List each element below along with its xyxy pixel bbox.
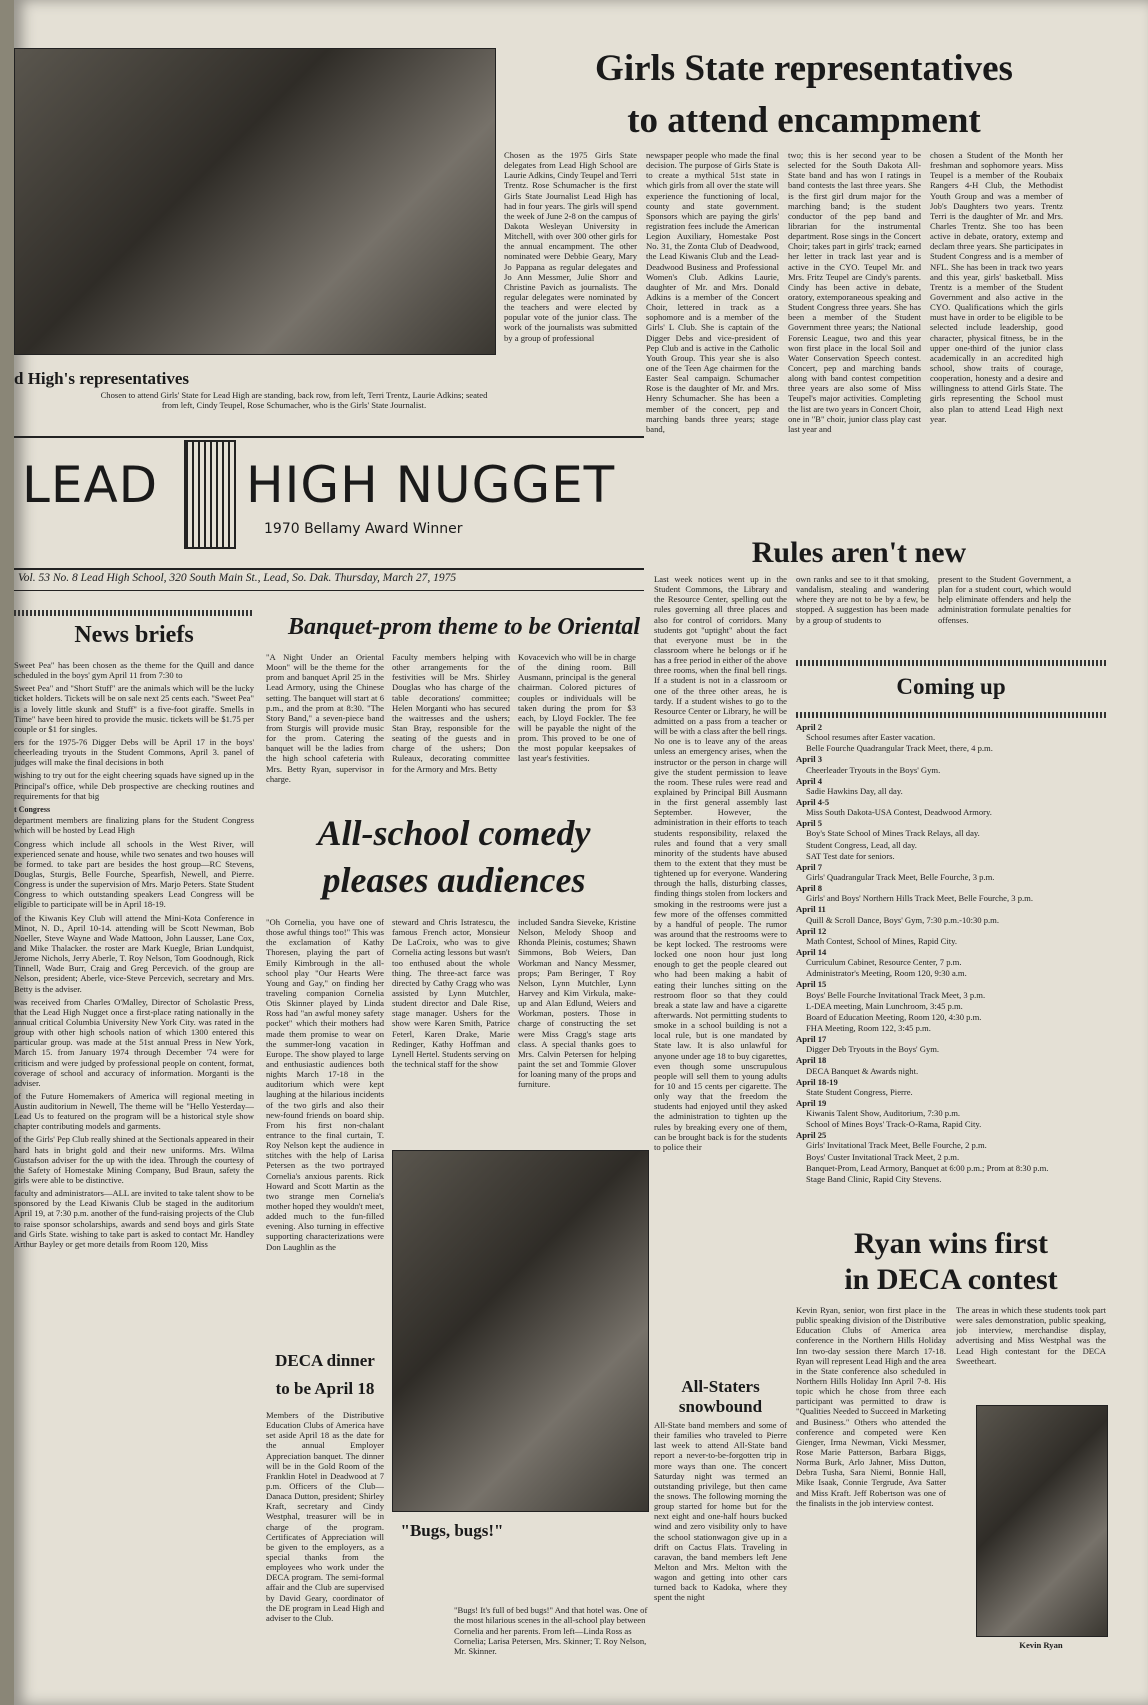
coming-up-event: Girls' Quadrangular Track Meet, Belle Fourche, 3 p.m. bbox=[806, 871, 995, 882]
comedy-col-1: "Oh Cornelia, you have one of those awful things too!" This was the exclamation of Kathy Thoresen, playing the part of Emily Kimbrough in the all-school play "Our Hearts Were Young and Gay," on finding her traveling companion Cornelia Otis Skinner played by Linda Ross had "an awful money safety pocket" which their mothers had made them promise to wear on the summer-long vacation in Europe. The show played to large and enthusiastic audiences both nights March 17-18 in the auditorium which were kept laughing at the hilarious incidents of the two girls and also their new-found friends on board ship. From his first non-chalant entrance to the final curtain, T. Roy Nelson kept the audience in stitches with the help of Larisa Petersen as the two portrayed Cornelia's anxious parents. Rick Howard and Scott Martin as the two strange men Cornelia's mother hoped they wouldn't meet, added much to the fun-filled evening. Also turning in effective supporting characterizations were Don Laughlin as the bbox=[266, 917, 384, 1252]
allstaters-headline-2: snowbound bbox=[678, 1397, 763, 1416]
comedy-headline-2: pleases audiences bbox=[322, 860, 586, 900]
brief-item: Sweet Pea" has been chosen as the theme for the Quill and dance scheduled in the boys' gym April 11 from 7:30 to bbox=[14, 660, 254, 681]
girls-state-headline-2: to attend encampment bbox=[627, 100, 981, 141]
allstaters-text: All-State band members and some of their families who traveled to Pierre last week to attend All-State band report a never-to-be-forgotten trip in more ways than one. The concert Saturday night was termed an outstanding privilege, but then came the snows. The following morning the group started for home but for the next eight and one-half hours bucked wind and zero visibility only to have the school stationwagon give up in a drift on Cactus Flats. Traveling in caravan, the band members left Jene Melton and Mrs. Melton with the wagon and getting into other cars turned back to Kadoka, where they spent the night bbox=[654, 1420, 787, 1603]
bugs-title: "Bugs, bugs!" bbox=[400, 1521, 504, 1540]
bugs-caption: "Bugs! It's full of bed bugs!" And that hotel was. One of the most hilarious scenes in the all-school play between Cornelia and her parents. From left—Linda Ross as Cornelia; Larisa Petersen, Mrs. Skinner; T. Roy Nelson, Mr. Skinner. bbox=[454, 1605, 648, 1657]
coming-up-event: Girls' Invitational Track Meet, Belle Fourche, 2 p.m. bbox=[806, 1140, 987, 1151]
kevin-ryan-photo bbox=[976, 1405, 1108, 1637]
coming-up-event: School of Mines Boys' Track-O-Rama, Rapid City. bbox=[806, 1119, 982, 1130]
coming-up-date: April 19 bbox=[796, 1097, 827, 1108]
news-briefs-title: News briefs bbox=[74, 622, 194, 648]
coming-up-event: DECA Banquet & Awards night. bbox=[806, 1065, 919, 1076]
coming-up-event: Math Contest, School of Mines, Rapid City. bbox=[806, 935, 958, 946]
deca-win-headline-2: in DECA contest bbox=[844, 1263, 1058, 1296]
coming-up-event: Digger Deb Tryouts in the Boys' Gym. bbox=[806, 1044, 940, 1055]
coming-up-title: Coming up bbox=[896, 674, 1006, 699]
coming-up-event: Banquet-Prom, Lead Armory, Banquet at 6:00 p.m.; Prom at 8:30 p.m. bbox=[806, 1162, 1049, 1173]
coming-up-event: Quill & Scroll Dance, Boys' Gym, 7:30 p.m.-10:30 p.m. bbox=[806, 914, 999, 925]
brief-item: Sweet Pea" and "Short Stuff" are the animals which will be the lucky ticket holders. Tickets will be on sale next 25 cents each. "Sweet Pea" is a lovely little skunk and Stuff" is a five-foot giraffe. Smells in Time" have been hired to provide the music. tickets will be $1.75 per couple or $1 for singles. bbox=[14, 683, 254, 734]
coming-up-event: Cheerleader Tryouts in the Boys' Gym. bbox=[806, 764, 941, 775]
brief-item: of the Girls' Pep Club really shined at the Sectionals appeared in their hard hats in bright gold and their new uniforms. Mrs. Wilma Gustafson adviser for the up with the idea. Through the courtesy of the Safety of Homestake Mining Company, Bud Braun, safety the girls were able to be distinctive. bbox=[14, 1134, 254, 1186]
masthead-award: 1970 Bellamy Award Winner bbox=[264, 521, 463, 537]
masthead-rule-mid bbox=[14, 568, 644, 570]
coming-up-event: Administrator's Meeting, Room 120, 9:30 a.m. bbox=[806, 968, 967, 979]
coming-up-list bbox=[796, 722, 1106, 1212]
coming-up-date: April 18 bbox=[796, 1055, 827, 1066]
brief-item: ers for the 1975-76 Digger Debs will be April 17 in the boys' cheerleading tryouts in the Student Commons, April 3. panel of judges will make the final decisions in both bbox=[14, 736, 254, 768]
deca-dinner-headline-1: DECA dinner bbox=[275, 1351, 375, 1370]
coming-up-date: April 12 bbox=[796, 925, 827, 936]
allstaters-headline-1: All-Staters bbox=[681, 1377, 760, 1396]
girls-state-col-2: newspaper people who made the final decision. The purpose of Girls State is to create a mythical 51st state in which girls from all over the state will experience the functioning of local, county and state government. Sponsors which are paying the girls' registration fees include the American Legion Auxiliary, Homestake Post No. 31, the Zonta Club of Deadwood, the Lead Kiwanis Club and the Lead-Deadwood Business and Professional Women's Club. Adkins Laurie, daughter of Mr. and Mrs. Donald Adkins is a member of the Concert Choir, lettered in track as a sophomore and is a member of the Girls' L Club. She is captain of the Digger Debs and vice-president of Pep Club and is active in the Catholic Youth Group. This year she is also one of the Teen Age chairmen for the Easter Seal campaign. Schumacher Rose is the daughter of Mr. and Mrs. Henry Schumacher. She has been a member of the concert, pep and marching bands three years; stage band, bbox=[646, 150, 779, 434]
photo-title: d High's representatives bbox=[14, 369, 190, 388]
coming-up-date: April 25 bbox=[796, 1130, 827, 1141]
coming-up-event: FHA Meeting, Room 122, 3:45 p.m. bbox=[806, 1022, 931, 1033]
coming-up-rule-bottom bbox=[796, 712, 1106, 718]
kevin-ryan-caption: Kevin Ryan bbox=[1019, 1640, 1063, 1650]
coming-up-date: April 4-5 bbox=[796, 796, 830, 807]
coming-up-event: Boy's State School of Mines Track Relays, all day. bbox=[806, 828, 980, 839]
brief-item: Congress which include all schools in the West River, will experienced senate and house, while two senates and two houses will be formed. to take part are besides the host group—RC Stevens, Douglas, Sturgis, Belle Fourche, Spearfish, Newell, and Pierre. Congress is under the supervision of Mrs. Marjo Peters. State Student Congress to which outstanding speakers Lead Congress will be eligible to participate will be in April 18-19. bbox=[14, 838, 254, 910]
rules-col-1: Last week notices went up in the Student Commons, the Library and the Resource Center, spelling out the rules governing all three places and also for control of corridors. Many students got "uptight" about the fact that everyone must be in the classroom where he belongs or if he has a free period in either of the above three rooms, when the final bell rings. If a student is not in a classroom or one of the three other areas, he is tardy. If a student wishes to go to the Resource Center or Library, he will be admitted on a pass from a teacher or will be with a class after the bell rings. No one is to leave any of the areas unless an emergency arises, when the instructor or the person in charge will give the student permission to leave the room. These rules were read and explained by Principal Bill Ausmann in the first general assembly last September. However, the administration in their efforts to teach students responsibility, relaxed the rules and found that a very small minority of the students have abused them to the extent that they must be tightened up for everyone. Wandering through the halls, disturbing classes, finding things stolen from lockers and smoking in the restrooms were just a few more of the offenses committed by a handful of people. The rumor was around that the restrooms were to be kept locked. The restrooms were locked one noon hour just long enough to get the people cleared out who had been making a habit of eating their lunches sitting on the restroom floor so that they could break a state law and have a cigarette afterwards. Not permitting students to smoke in a school building is not a local rule, but is one mandated by State law. It is also unlawful for anyone under age 18 to buy cigarettes, even though some unscrupulous people will sell them to young adults for 10 and 15 cents per cigarette. The only way that the freedom the students had enjoyed until they asked the administration to tighten up the rules by breaking every one of them, can be brought back is for the students to police their bbox=[654, 574, 787, 1152]
coming-up-rule-top bbox=[796, 660, 1106, 666]
brief-item: faculty and administrators—ALL are invited to take talent show to be sponsored by the Lead Kiwanis Club be staged in the auditorium April 19, at 7:30 p.m. another of the fund-raising projects of the Club to raise sponsor scholarships, awards and send boys and girls State and Girls State. wishing to take part is asked to contact Mr. Handley Arthur Bayley or get more details from Room 120, Miss bbox=[14, 1188, 254, 1249]
rules-headline: Rules aren't new bbox=[751, 536, 967, 569]
masthead-rule-top bbox=[14, 436, 644, 438]
brief-item: wishing to try out for the eight cheering squads have signed up in the Principal's office, while Deb prospective are checking routines and requirements for that big bbox=[14, 770, 254, 801]
coming-up-date: April 14 bbox=[796, 946, 827, 957]
dateline: Vol. 53 No. 8 Lead High School, 320 South Main St., Lead, So. Dak. Thursday, March 27, 1975 bbox=[18, 572, 457, 584]
coming-up-event: Student Congress, Lead, all day. bbox=[806, 839, 917, 850]
coming-up-date: April 7 bbox=[796, 861, 823, 872]
coming-up-date: April 3 bbox=[796, 754, 823, 765]
coming-up-date: April 18-19 bbox=[796, 1076, 838, 1087]
coming-up-event: School resumes after Easter vacation. bbox=[806, 732, 936, 743]
girls-state-col-4: chosen a Student of the Month her freshman and sophomore years. Miss Teupel is a member of the Roubaix Rangers 4-H Club, the Methodist Youth Group and was a member of Job's Daughters two years. Trentz Terri is the daughter of Mr. and Mrs. Charles Trentz. She too has been active in debate, oratory, extemp and declam three years. She participates in Student Congress and is a member of NFL. She has been in track two years and this year, girls' basketball. Miss Trentz is a member of the Student Government and also active in the CYO. Qualifications which the girls must have in order to be eligible to be selected include leadership, good character, physical fitness, be in the upper one-third of the junior class academically in an accredited high school, show traits of courage, cooperation, honesty and a desire and willingness to attend Girls State. The girls representing the School must also plan to attend Lead High next year. bbox=[930, 150, 1063, 424]
newspaper-page bbox=[14, 0, 1148, 1705]
coming-up-event: Stage Band Clinic, Rapid City Stevens. bbox=[806, 1173, 942, 1184]
coming-up-event: State Student Congress, Pierre. bbox=[806, 1086, 913, 1097]
coming-up-event: Board of Education Meeting, Room 120, 4:30 p.m. bbox=[806, 1011, 982, 1022]
rules-col-3: present to the Student Government, a plan for a student court, which would help eliminate offenders and help the administration formulate penalties for offenses. bbox=[938, 574, 1071, 625]
deca-win-headline-1: Ryan wins first bbox=[854, 1227, 1048, 1260]
masthead-rule-bottom bbox=[14, 590, 644, 591]
rules-col-2: own ranks and see to it that smoking, vandalism, stealing and wandering where they are not to be by a few, be stopped. A suggestion has been made by a group of students to bbox=[796, 574, 929, 625]
coming-up-date: April 11 bbox=[796, 904, 826, 915]
banquet-col-3: Kovacevich who will be in charge of the dining room. Bill Ausmann, principal is the general chairman. Colored pictures of couples or individuals will be taken during the prom for $3 each, by Lloyd Fockler. The fee will be payable the night of the prom. This proved to be one of the most popular keepsakes of last year's festivities. bbox=[518, 652, 636, 764]
comedy-col-2: steward and Chris Istratescu, the famous French actor, Monsieur De LaCroix, who was to give Cornelia acting lessons but wasn't too enthused about the whole thing. The three-act farce was directed by Cathy Cragg who was assisted by Lynn Mutchler, student director and Dale Rise, stage manager. Ushers for the show were Karen Smith, Patrice Feterl, Karen Drake, Marie Redinger, Kathy Hoffman and Lynell Hertel. Students serving on the technical staff for the show bbox=[392, 917, 510, 1069]
masthead-logo-icon bbox=[184, 440, 236, 549]
deca-win-col-1: Kevin Ryan, senior, won first place in the public speaking division of the Distributive Education Clubs of America area conference in the Northern Hills Holiday Inn two-day session there March 17-18. Ryan will represent Lead High and the area in the State conference also scheduled in Northern Hills Holiday Inn April 7-8. His topic which he chose from three each participant was permitted to draw is "Qualities Needed to Succeed in Marketing and Business." Others who attended the conference and competed were Ken Gienger, Irma Newman, Vicki Messmer, Rose Marie Patterson, Barbara Biggs, Norma Burk, Arlo Jahner, Miss Dutton, Debra Tusha, Sara Niemi, Bonnie Hall, Mike Isaak, Connie Tergrude, Ava Satter and Miss Kraft. Jeff Robertson was one of the finalists in the job interview contest. bbox=[796, 1305, 946, 1508]
briefs-rule bbox=[14, 610, 254, 616]
coming-up-event: Boys' Custer Invitational Track Meet, 2 p.m. bbox=[806, 1151, 960, 1162]
coming-up-event: Sadie Hawkins Day, all day. bbox=[806, 785, 903, 796]
girls-state-col-1: Chosen as the 1975 Girls State delegates from Lead High School are Laurie Adkins, Cindy Teupel and Terri Trentz. Rose Schumacher is the first Girls State Journalist Lead High has had in four years. The girls will spend the week of June 2-8 on the campus of Dakota Wesleyan University in Mitchell, with over 300 other girls for the annual encampment. The other nominated were Debbie Geary, Mary Jo Pappana as regular delegates and Jo Ann Messmer, Julie Shorr and Christine Pavich as journalists. The regular delegates were nominated by the teachers and were elected by popular vote of the junior class. The work of the journalists was submitted by a group of professional bbox=[504, 150, 637, 343]
coming-up-date: April 5 bbox=[796, 818, 823, 829]
masthead-name: HIGH NUGGET bbox=[246, 456, 616, 514]
comedy-col-3: included Sandra Sieveke, Kristine Nelson, Melody Shoop and Rhonda Pleinis, costumes; Shawn Simmons, Bob Weiers, Dan Workman and Nancy Messmer, props; Pam Beringer, T Roy Nelson, Lynn Mutchler, Lynn Harvey and Kim Virkula, make-up and Alan Edlund, Weiers and Workman, posters. Those in charge of constructing the set were Miss Cragg's stage arts class. A special thanks goes to Mrs. Calvin Petersen for helping paint the set and Tommie Glover for loaning many of the props and furniture. bbox=[518, 917, 636, 1090]
comedy-headline-1: All-school comedy bbox=[317, 813, 591, 853]
coming-up-event: Miss South Dakota-USA Contest, Deadwood Armory. bbox=[806, 807, 992, 818]
banquet-col-1: "A Night Under an Oriental Moon" will be the theme for the prom and banquet April 25 in the Lead Armory, using the Chinese setting. The banquet will start at 6 p.m., and the prom at 8:30. "The Story Band," a seven-piece band from Sturgis will provide music for the prom. Catering the banquet will be the ladies from the high school cafeteria with Mrs. Betty Ryan, supervisor in charge. bbox=[266, 652, 384, 784]
bugs-photo bbox=[392, 1150, 649, 1512]
coming-up-date: April 8 bbox=[796, 883, 823, 894]
coming-up-event: Girls' and Boys' Northern Hills Track Meet, Belle Fourche, 3 p.m. bbox=[806, 893, 1033, 904]
coming-up-event: SAT Test date for seniors. bbox=[806, 850, 895, 861]
news-briefs-col bbox=[14, 660, 254, 1700]
photo-caption: Chosen to attend Girls' State for Lead High are standing, back row, from left, Terri Trentz, Laurie Adkins; seated from left, Cindy Teupel, Rose Schumacher, who is the Girls' State Journalist. bbox=[100, 390, 488, 411]
coming-up-event: Belle Fourche Quadrangular Track Meet, there, 4 p.m. bbox=[806, 743, 993, 754]
brief-heading: t Congress bbox=[14, 804, 51, 814]
coming-up-event: L-DEA meeting, Main Lunchroom, 3:45 p.m. bbox=[806, 1000, 963, 1011]
girls-state-headline-1: Girls State representatives bbox=[595, 48, 1013, 89]
coming-up-date: April 2 bbox=[796, 722, 823, 732]
brief-item: department members are finalizing plans for the Student Congress which will be hosted by Lead High bbox=[14, 815, 254, 836]
coming-up-event: Boys' Belle Fourche Invitational Track Meet, 3 p.m. bbox=[806, 989, 986, 1000]
deca-dinner-text: Members of the Distributive Education Clubs of America have set aside April 18 as the date for the annual Employer Appreciation banquet. The dinner will be in the Gold Room of the Franklin Hotel in Deadwood at 7 p.m. Officers of the Club—Danaca Dutton, president; Shirley Kraft, secretary and Cindy Westphal, treasurer will be in charge of the program. Certificates of Appreciation will be given to the employers, as a special thanks from the employees who work under the DECA program. The semi-formal affair and the Club are supervised by David Geary, coordinator of the DE program in Lead High and adviser to the Club. bbox=[266, 1410, 384, 1623]
coming-up-date: April 15 bbox=[796, 979, 827, 990]
representatives-photo bbox=[14, 48, 496, 355]
girls-state-col-3: two; this is her second year to be selected for the South Dakota All-State band and has won I ratings in band contests the last three years. She is the first girl drum major for the marching band; is the student conductor of the pep band and librarian for the instrumental department. Rose sings in the Concert Choir; takes part in girls' track; earned her letter in track last year and is active in the CYO. Teupel Mr. and Mrs. Fritz Teupel are Cindy's parents. Cindy has been active in debate, oratory, extemporaneous speaking and Student Congress three years. She has been a member of the Student Government three years; the National Forensic League, two and this year won first place in the local Soil and Water Conservation Speech contest. Concert, pep and marching bands along with band contest competition three years are also some of Miss Teupel's major activities. Completing the list are two years in Concert Choir, one in "B" choir, junior class play cast last year and bbox=[788, 150, 921, 434]
coming-up-event: Kiwanis Talent Show, Auditorium, 7:30 p.m. bbox=[806, 1108, 961, 1119]
brief-item: of the Future Homemakers of America will regional meeting in Austin auditorium in Newell, The theme will be "Hello Yesterday—Lead Us to featured on the program will be a historical style show chapter contributing models and garments. bbox=[14, 1090, 254, 1132]
coming-up-date: April 17 bbox=[796, 1034, 827, 1045]
deca-win-col-2: The areas in which these students took part were sales demonstration, public speaking, job interview, merchandise display, advertising and Miss Westphal was the Lead High contestant for the DECA Sweetheart. bbox=[956, 1305, 1106, 1366]
brief-item: of the Kiwanis Key Club will attend the Mini-Kota Conference in Minot, N. D., April 10-14. attending will be Scott Newman, Bob Noeller, Steve Wayne and Wade Mattoon, John Lausser, Lane Cox, and Mike Thalacker. the roster are Mark Kuegle, Brian Lundquist, Jerome Nichols, Jerry Aberle, T. Roy Nelson, Tom Goodnough, Rick Tinnell, Wade Burr, Craig and Greg Percevich. of the group are Nelson, president; Aberle, vice-Steve Percevich, secretary and Mrs. Betty is the adviser. bbox=[14, 912, 254, 994]
coming-up-event: Curriculum Cabinet, Resource Center, 7 p.m. bbox=[806, 957, 962, 968]
deca-dinner-headline-2: to be April 18 bbox=[275, 1379, 375, 1398]
masthead-lead: LEAD bbox=[22, 456, 159, 514]
banquet-col-2: Faculty members helping with other arrangements for the festivities will be Mrs. Shirley Douglas who has charge of the table decorations' committee; Helen Morganti who has secured the waitresses and the ushers; Stan Bray, responsible for the seating of the guests and in charge of the ushers; Don Ruleaux, decorating committee for the Armory and Mrs. Betty bbox=[392, 652, 510, 774]
banquet-headline: Banquet-prom theme to be Oriental bbox=[287, 614, 640, 640]
brief-item: was received from Charles O'Malley, Director of Scholastic Press, that the Lead High Nugget once a first-place rating nationally in the annual critical Columbia University New York City. was rated in the group with other high schools nation of which 1300 entered this particular group. was made at the 51st annual Press in New York, March 15. from January 1974 through December '74 were for criticism and were judged by professional people on content, format, coverage of school and accuracy of information. Morganti is the adviser. bbox=[14, 996, 254, 1088]
coming-up-date: April 4 bbox=[796, 775, 823, 786]
binding-gutter bbox=[0, 0, 14, 1705]
